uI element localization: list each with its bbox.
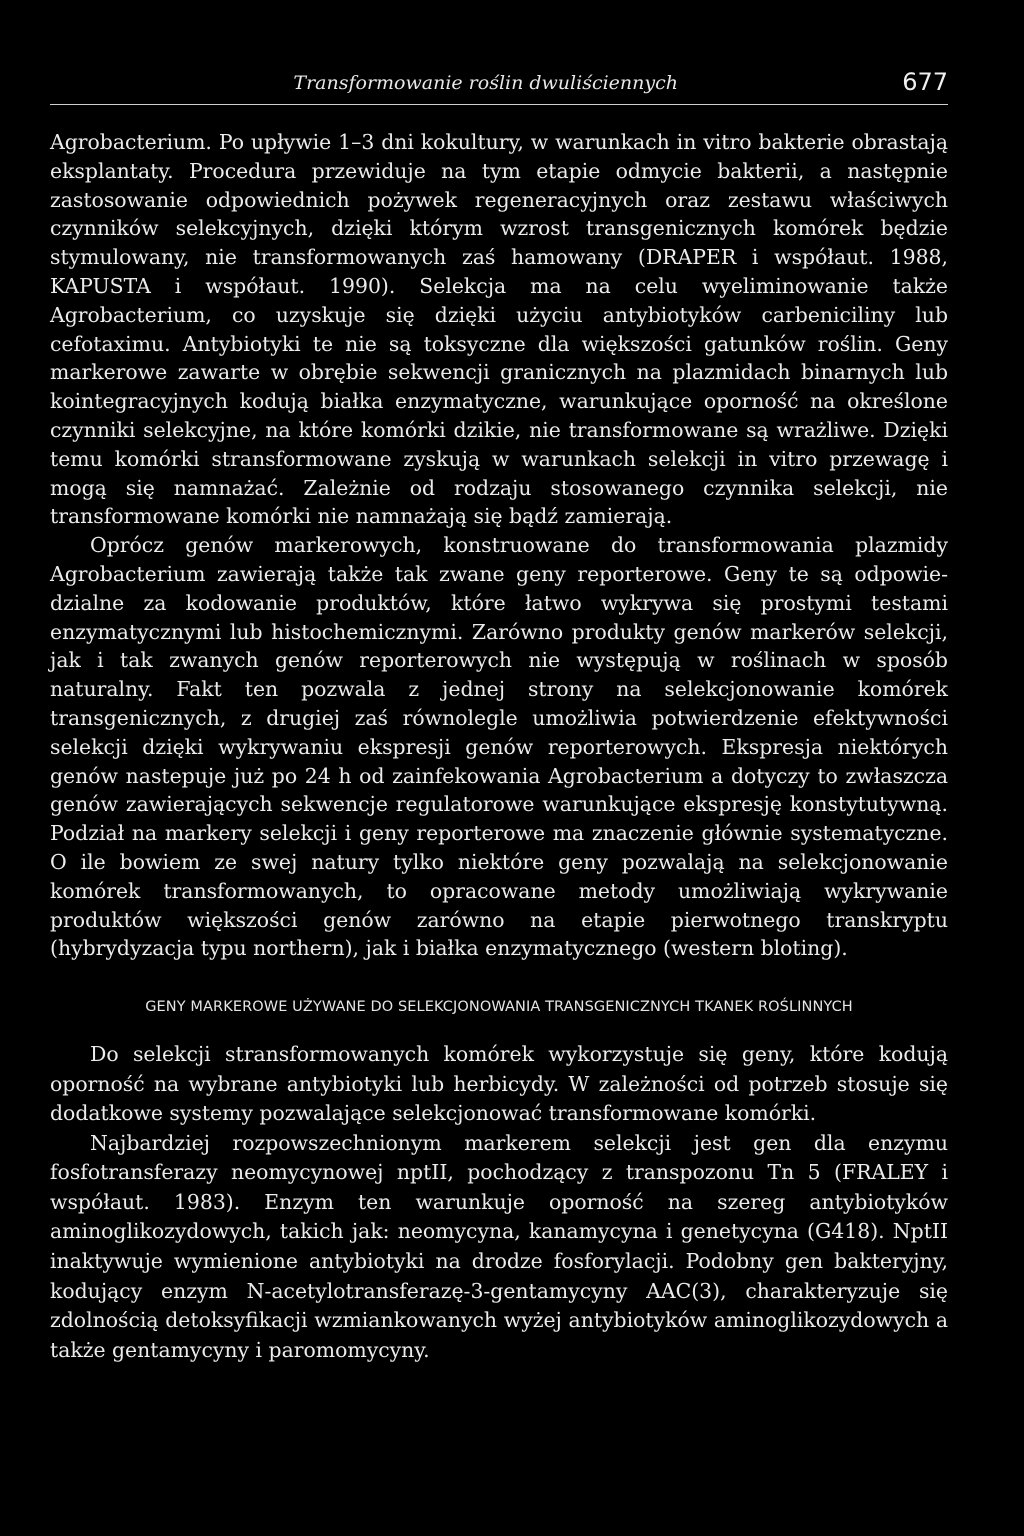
page-number: 677 (902, 68, 948, 96)
section-heading: GENY MARKEROWE UŻYWANE DO SELEKCJONOWANIA TRANSGENICZNYCH TKANEK ROŚLINNYCH (145, 999, 853, 1016)
section-body (50, 1040, 948, 1366)
running-title: Transformowanie roślin dwuliściennych (293, 72, 678, 94)
body-text (50, 128, 948, 1365)
paragraph-2: Oprócz genów markerowych, konstruowane do transformowania plazmidy Agrobacterium zawierają także tak zwane geny reporterowe. Geny te są odpowiedzialne za kodowanie produktów, które łatwo wykrywa się prostymi testami enzymatycznymi lub histochemicznymi. Zarówno produkty genów markerów selekcji, jak i tak zwanych genów reporterowych nie występują w roślinach w sposób naturalny. Fakt ten pozwala z jednej strony na selekcjonowanie komórek transgenicznych, z drugiej zaś równolegle umożliwia potwierdzenie efektywności selekcji dzięki wykrywaniu ekspresji genów reporterowych. Ekspresja niektórych genów nastepuje już po 24 h od zainfekowania Agrobacterium a dotyczy to zwłaszcza genów zawierających sekwencje regulatorowe warunkujące ekspresję konstytutywną. Podział na markery selekcji i geny reporterowe ma znaczenie głównie systematyczne. O ile bowiem ze swej natury tylko niektóre geny pozwalają na selekcjonowanie komórek transformowanych, to opracowane metody umożliwiają wykrywanie produktów większości genów zarówno na etapie pierwotnego transkryptu (hybrydyzacja typu northern), jak i białka enzymatycznego (western bloting). (50, 533, 948, 961)
paragraph-3: Do selekcji stransformowanych komórek wykorzystuje się geny, które kodują oporność na wybrane antybiotyki lub herbicydy. W zależności od potrzeb stosuje się dodatkowe systemy pozwalające selekcjonować transformowane komórki. (50, 1041, 948, 1126)
paragraph-4: Najbardziej rozpowszechnionym markerem selekcji jest gen dla enzymu fosfotransferazy neomycynowej nptII, pochodzący z transpozonu Tn 5 (FRALEY i współaut. 1983). Enzym ten warunkuje oporność na szereg antybiotyków aminoglikozydowych, takich jak: neomycyna, kanamycyna i genetycyna (G418). NptII inaktywuje wymienione antybiotyki na drodze fosforylacji. Podobny gen bakteryjny, kodujący enzym N-acetylotransferazę-3-gentamycyny AAC(3), charakteryzuje się zdolnością detoksyfikacji wzmiankowanych wyżej antybiotyków aminoglikozydowych a także gentamycyny i paromomycyny. (50, 1130, 948, 1362)
paragraph-1: Agrobacterium. Po upływie 1–3 dni kokultury, w warunkach in vitro bakterie obrastają eksplantaty. Procedura przewiduje na tym etapie odmycie bakterii, a następnie zastosowanie odpowiednich pożywek regeneracyjnych oraz zestawu właściwych czynników selekcyjnych, dzięki którym wzrost transgenicznych komórek będzie stymulowany, nie transformowanych zaś hamowany (DRAPER i współaut. 1988, KAPUSTA i współaut. 1990). Selekcja ma na celu wyeliminowanie także Agrobacterium, co uzyskuje się dzięki użyciu antybiotyków carbeniciliny lub cefotaximu. Antybiotyki te nie są toksyczne dla większości gatunków roślin. Geny markerowe zawarte w obrębie sekwencji granicznych na plazmidach binarnych lub kointegracyjnych kodują białka enzymatyczne, warunkujące oporność na określone czynniki selekcyjne, na które komórki dzikie, nie transformowane są wrażliwe. Dzięki temu komórki stransformowane zyskują w warunkach selekcji in vitro przewagę i mogą się namnażać. Zależnie od rodzaju stosowanego czynnika selekcji, nie transformowane komórki nie namnażają się bądź zamierają. (50, 130, 948, 529)
running-header (50, 70, 948, 105)
